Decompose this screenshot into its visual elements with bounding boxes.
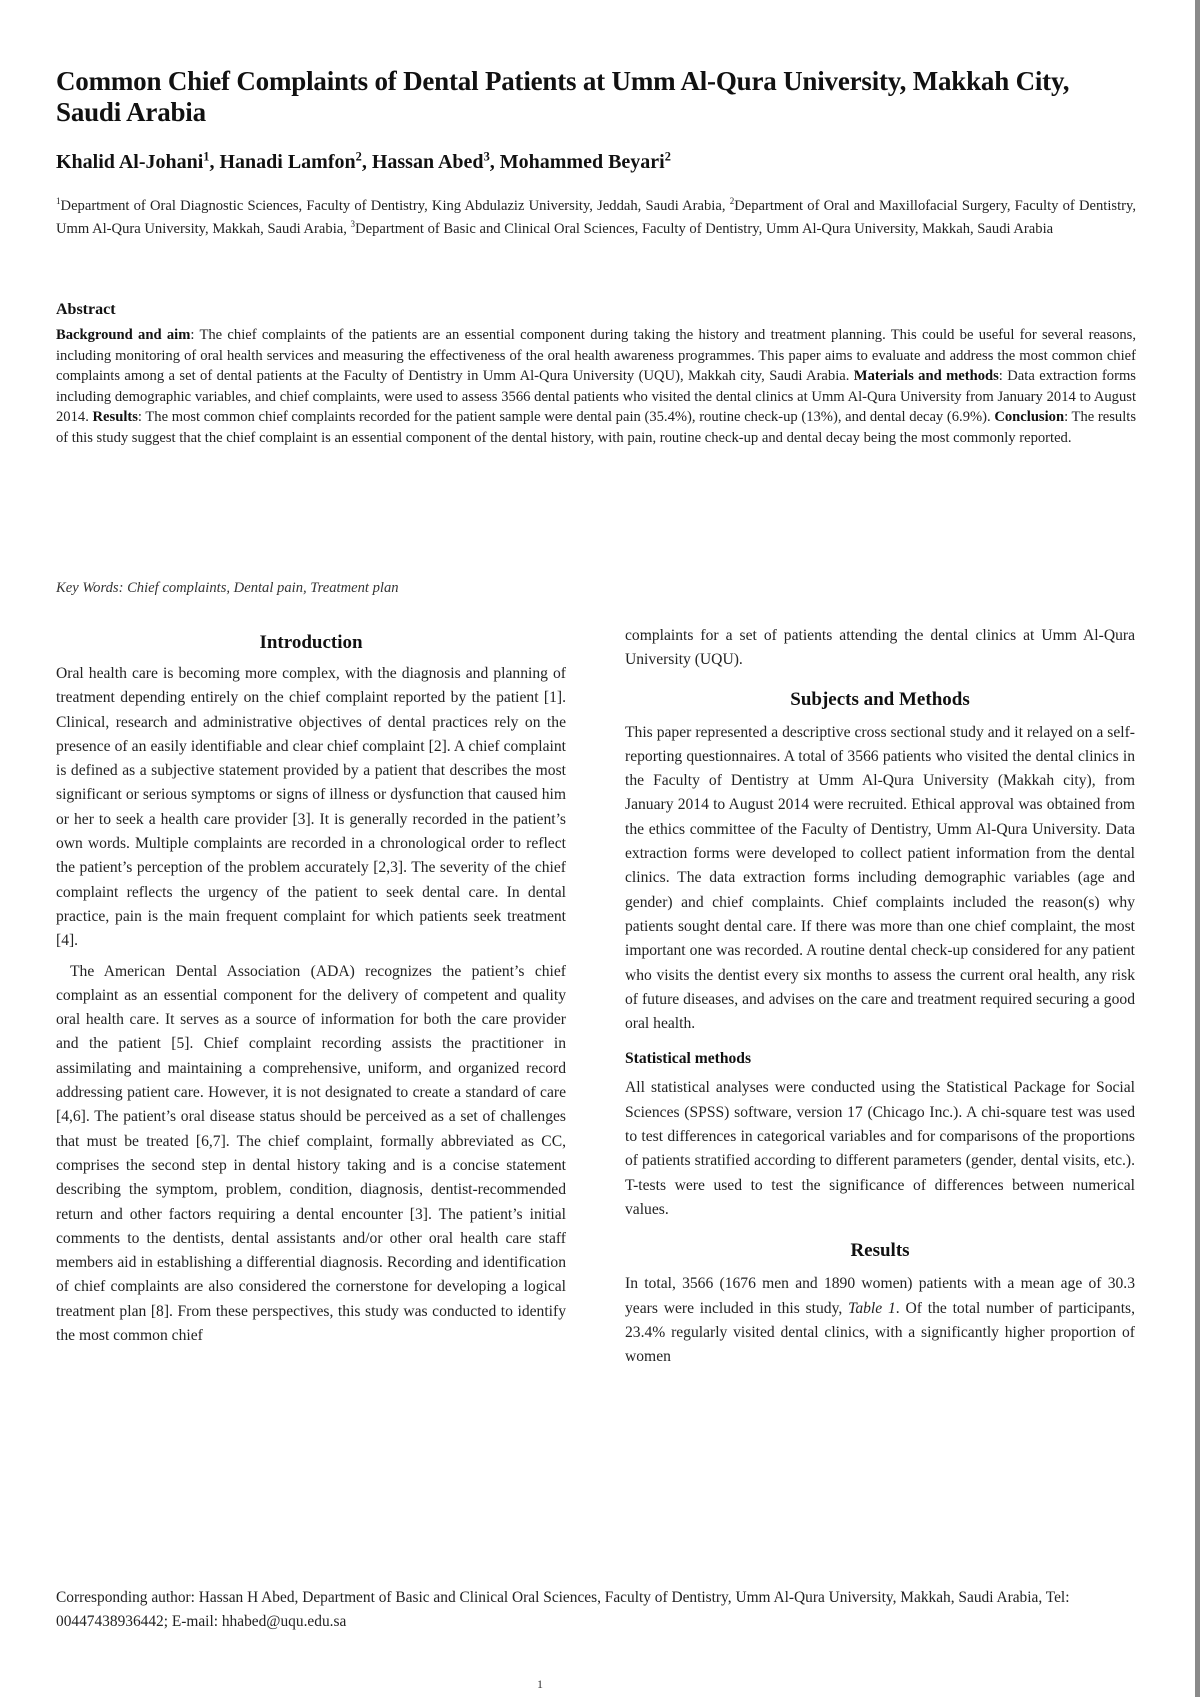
- results-text: In total, 3566 (1676 men and 1890 women) patients with a mean age of 30.3 years were included in this study,: [625, 1275, 1135, 1317]
- author-name: Khalid Al-Johani: [56, 151, 204, 173]
- page-number: 1: [537, 1677, 543, 1691]
- abstract-background-text: : The chief complaints of the patients are an essential component during taking the history and treatment planning. This could be useful for several reasons, including monitoring of oral health services and measuring the effectiveness of the oral health awareness programmes. This paper aims to evaluate and address the most common chief complaints among a set of dental patients at the Faculty of Dentistry in Umm Al-Qura University (UQU), Makkah city, Saudi Arabia.: [56, 327, 1137, 385]
- author-name: Hassan Abed: [371, 151, 484, 173]
- left-column: [56, 632, 566, 1348]
- author-affil-mark: 3: [483, 149, 490, 164]
- author-name: Hanadi Lamfon: [219, 151, 356, 173]
- author-affil-mark: 2: [664, 149, 671, 164]
- abstract-methods-text: : Data extraction forms including demographic variables, and chief complaints, were used to assess 3566 dental patients who visited the dental clinics at Umm Al-Qura University from January 2014 to August 2014.: [56, 368, 1136, 426]
- results-paragraph: [625, 1272, 1135, 1369]
- right-column: [625, 627, 1136, 1369]
- keywords: Key Words: Chief complaints, Dental pain, Treatment plan: [56, 580, 399, 596]
- section-heading-methods: Subjects and Methods: [790, 688, 970, 710]
- section-heading-results: Results: [850, 1240, 910, 1262]
- affiliations: [56, 195, 1136, 240]
- author-affil-mark: 1: [203, 149, 210, 164]
- affil-number: 3: [350, 218, 356, 229]
- abstract-label-results: Results: [92, 409, 138, 426]
- affiliation-text: Department of Oral Diagnostic Sciences, Faculty of Dentistry, King Abdulaziz University, Jeddah, Saudi Arabia,: [60, 198, 730, 214]
- paper-title: Common Chief Complaints of Dental Patients at Umm Al-Qura University, Makkah City, Saudi Arabia: [56, 66, 1070, 127]
- results-text: . Of the total number of participants, 23.4% regularly visited dental clinics, with a significantly higher proportion of women: [625, 1299, 1136, 1366]
- introduction-paragraph: The American Dental Association (ADA) recognizes the patient’s chief complaint as an essential component for the delivery of competent and quality oral health care. It serves as a source of information for both the care provider and the patient [5]. Chief complaint recording assists the practitioner in assimilating and maintaining a comprehensive, uniform, and organized record addressing patient care. However, it is not designated to create a standard of care [4,6]. The patient’s oral disease status should be perceived as a set of challenges that must be treated [6,7]. The chief complaint, formally abbreviated as CC, comprises the second step in dental history taking and is a concise statement describing the symptom, problem, condition, diagnosis, dentist-recommended return and other factors requiring a dental encounter [3]. The patient’s initial comments to the dentists, dental assistants and/or other oral health care staff members aid in establishing a differential diagnosis. Recording and identification of chief complaints are also considered the cornerstone for developing a logical treatment plan [8]. From these perspectives, this study was conducted to identify the most common chief: [56, 962, 566, 1345]
- abstract-label-conclusion: Conclusion: [994, 409, 1065, 426]
- subsection-heading-statistical: Statistical methods: [625, 1050, 752, 1068]
- section-heading-introduction: Introduction: [259, 632, 363, 653]
- affiliation-text: Department of Basic and Clinical Oral Sciences, Faculty of Dentistry, Umm Al-Qura University, Makkah, Saudi Arabia: [355, 220, 1054, 237]
- author-name: Mohammed Beyari: [499, 151, 665, 173]
- abstract-body: [56, 325, 1136, 449]
- corresponding-author: Corresponding author: Hassan H Abed, Department of Basic and Clinical Oral Sciences, Faculty of Dentistry, Umm Al-Qura University, Makkah, Saudi Arabia, Tel: 00447438936442; E-mail: hhabed@uqu.edu.sa: [56, 1589, 1070, 1630]
- abstract-heading: Abstract: [56, 301, 116, 318]
- viewer-edge: [1195, 0, 1200, 1697]
- abstract-conclusion-text: : The results of this study suggest that the chief complaint is an essential component of the dental history, with pain, routine check-up and dental decay being the most commonly reported.: [56, 409, 1136, 446]
- introduction-paragraph: Oral health care is becoming more complex, with the diagnosis and planning of treatment depending entirely on the chief complaint reported by the patient [1]. Clinical, research and administrative objectives of dental practices rely on the presence of an easily identifiable and clear chief complaint [2]. A chief complaint is defined as a subjective statement provided by a patient that describes the most significant or serious symptoms or signs of illness or dysfunction that caused him or her to seek a health care provider [3]. It is generally recorded in the patient’s own words. Multiple complaints are recorded in a chronological order to reflect the patient’s perception of the problem accurately [2,3]. The severity of the chief complaint reflects the urgency of the patient to seek dental care. In dental practice, pain is the main frequent complaint for which patients seek treatment [4].: [56, 665, 566, 950]
- author-affil-mark: 2: [355, 149, 362, 164]
- abstract-label-methods: Materials and methods: [853, 368, 999, 385]
- affil-number: 1: [56, 196, 61, 207]
- affiliation-text: Department of Oral and Maxillofacial Surgery, Faculty of Dentistry, Umm Al-Qura University, Makkah, Saudi Arabia,: [56, 198, 1136, 237]
- table-reference-link[interactable]: Table 1: [848, 1299, 896, 1317]
- methods-paragraph: This paper represented a descriptive cross sectional study and it relayed on a self-reporting questionnaires. A total of 3566 patients who visited the dental clinics in the Faculty of Dentistry at Umm Al-Qura University (Makkah city), from January 2014 to August 2014 were recruited. Ethical approval was obtained from the ethics committee of the Faculty of Dentistry, Umm Al-Qura University. Data extraction forms were developed to collect patient information from the dental clinics. The data extraction forms including demographic variables (age and gender) and chief complaints. Chief complaints included the reason(s) why patients sought dental care. If there was more than one chief complaint, the most important one was recorded. A routine dental check-up considered for any patient who visits the dentist every six months to assess the current oral health, any risk of future diseases, and advises on the care and treatment required securing a good oral health.: [625, 723, 1135, 1033]
- abstract-label-background: Background and aim: [56, 327, 191, 343]
- abstract-results-text: : The most common chief complaints recorded for the patient sample were dental pain (35.4%), routine check-up (13%), and dental decay (6.9%).: [137, 409, 995, 426]
- affil-number: 2: [729, 196, 735, 207]
- author-list: Khalid Al-Johani$^1$, Hanadi Lamfon$^2$, Hassan Abed$^3$, Mohammed Beyari$^2$: [56, 149, 671, 173]
- introduction-paragraph-continued: complaints for a set of patients attending the dental clinics at Umm Al-Qura University (UQU).: [625, 627, 1135, 669]
- statistical-methods-paragraph: All statistical analyses were conducted using the Statistical Package for Social Sciences (SPSS) software, version 17 (Chicago Inc.). A chi-square test was used to test differences in categorical variables and for comparisons of the proportions of patients stratified according to different parameters (gender, dental visits, etc.). T-tests were used to test the significance of differences between numerical values.: [625, 1079, 1135, 1218]
